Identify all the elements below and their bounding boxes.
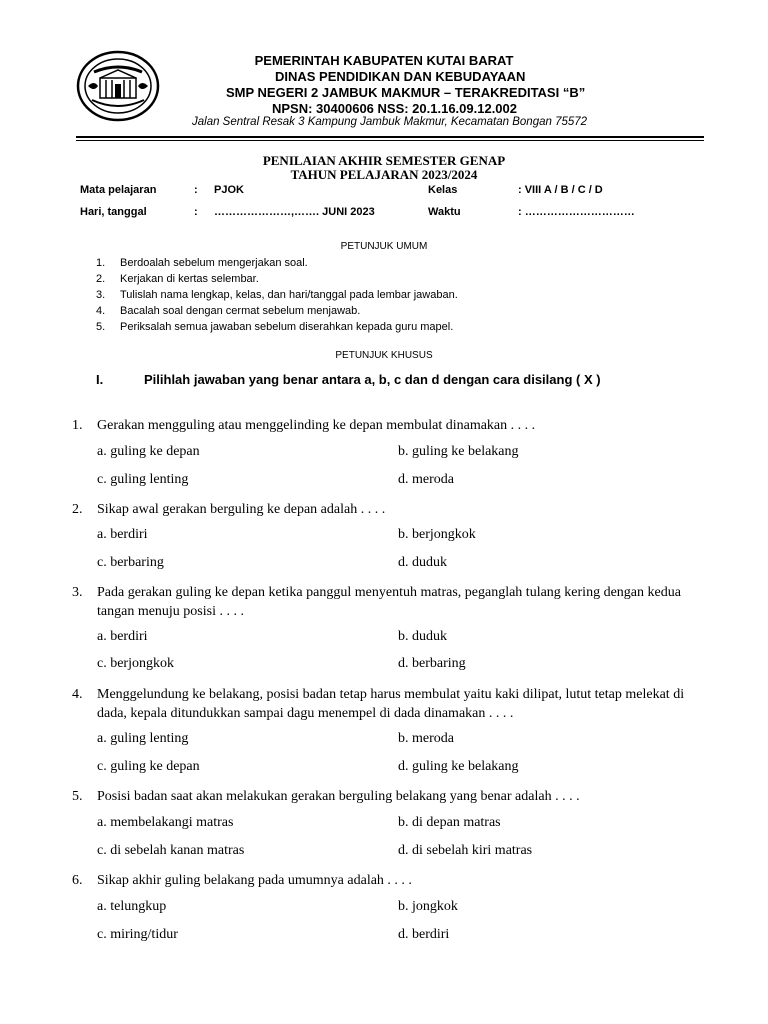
question-6 — [72, 871, 712, 890]
header-rule-thick — [76, 136, 704, 138]
specific-instructions-heading: PETUNJUK KHUSUS — [335, 350, 433, 361]
question-text: Sikap awal gerakan berguling ke depan adalah . . . . — [97, 502, 386, 517]
instruction-number: 3. — [96, 289, 106, 301]
class-label: Kelas — [428, 184, 458, 196]
question-1 — [72, 416, 712, 435]
section-instruction: Pilihlah jawaban yang benar antara a, b, c dan d dengan cara disilang ( X ) — [144, 372, 601, 387]
option-c: c. guling ke depan — [97, 759, 200, 774]
option-b: b. duduk — [398, 629, 447, 644]
option-a: a. berdiri — [97, 527, 148, 542]
class-value: : VIII A / B / C / D — [518, 184, 603, 196]
header-government: PEMERINTAH KABUPATEN KUTAI BARAT — [254, 53, 514, 68]
header-address: Jalan Sentral Resak 3 Kampung Jambuk Makmur, Kecamatan Bongan 75572 — [192, 116, 588, 128]
question-3 — [72, 583, 712, 621]
question-text: Gerakan mengguling atau menggelinding ke depan membulat dinamakan . . . . — [97, 418, 536, 433]
option-d: d. di sebelah kiri matras — [398, 843, 533, 858]
date-colon: : — [194, 206, 198, 218]
question-text: Posisi badan saat akan melakukan gerakan berguling belakang yang benar adalah . . . . — [97, 789, 580, 804]
option-a: a. berdiri — [97, 629, 148, 644]
option-a: a. telungkup — [97, 899, 167, 914]
question-number: 3. — [72, 585, 83, 600]
general-instructions-heading: PETUNJUK UMUM — [340, 241, 428, 252]
subject-label: Mata pelajaran — [80, 184, 157, 196]
time-value: : ………………………… — [518, 206, 635, 218]
option-a: a. membelakangi matras — [97, 815, 234, 830]
question-number: 1. — [72, 418, 83, 433]
question-text: Sikap akhir guling belakang pada umumnya adalah . . . . — [97, 873, 412, 888]
option-a: a. guling ke depan — [97, 444, 200, 459]
instruction-item — [96, 257, 308, 269]
header-department: DINAS PENDIDIKAN DAN KEBUDAYAAN — [275, 69, 526, 84]
question-text: Menggelundung ke belakang, posisi badan tetap harus membulat yaitu kaki dilipat, lutut tetap melekat di dada, kepala ditundukkan sampai dagu menempel di dada dinamakan . . . . — [97, 687, 685, 721]
instruction-text: Periksalah semua jawaban sebelum diserahkan kepada guru mapel. — [120, 321, 454, 333]
option-b: b. di depan matras — [398, 815, 501, 830]
question-number: 2. — [72, 502, 83, 517]
question-number: 4. — [72, 687, 83, 702]
option-c: c. berbaring — [97, 555, 164, 570]
instruction-text: Berdoalah sebelum mengerjakan soal. — [120, 257, 308, 269]
option-c: c. miring/tidur — [97, 927, 178, 942]
option-b: b. jongkok — [398, 899, 458, 914]
question-number: 6. — [72, 873, 83, 888]
instruction-text: Kerjakan di kertas selembar. — [120, 273, 259, 285]
instruction-item — [96, 321, 453, 333]
option-d: d. duduk — [398, 555, 447, 570]
option-a: a. guling lenting — [97, 731, 189, 746]
date-value: …………………,……. JUNI 2023 — [214, 206, 375, 218]
option-b: b. berjongkok — [398, 527, 476, 542]
option-d: d. berdiri — [398, 927, 450, 942]
header-npsn: NPSN: 30400606 NSS: 20.1.16.09.12.002 — [272, 101, 518, 116]
exam-year: TAHUN PELAJARAN 2023/2024 — [290, 167, 478, 182]
instruction-number: 4. — [96, 305, 106, 317]
instruction-text: Tulislah nama lengkap, kelas, dan hari/tanggal pada lembar jawaban. — [120, 289, 458, 301]
subject-value: PJOK — [214, 184, 244, 196]
instruction-item — [96, 289, 458, 301]
question-4 — [72, 685, 712, 723]
question-2 — [72, 500, 712, 519]
instruction-number: 2. — [96, 273, 106, 285]
option-d: d. meroda — [398, 472, 454, 487]
option-c: c. berjongkok — [97, 656, 174, 671]
question-5 — [72, 787, 712, 806]
instruction-item — [96, 305, 360, 317]
option-c: c. di sebelah kanan matras — [97, 843, 245, 858]
question-number: 5. — [72, 789, 83, 804]
option-c: c. guling lenting — [97, 472, 189, 487]
option-d: d. guling ke belakang — [398, 759, 519, 774]
option-b: b. meroda — [398, 731, 454, 746]
subject-colon: : — [194, 184, 198, 196]
header-school: SMP NEGERI 2 JAMBUK MAKMUR – TERAKREDITASI “B” — [226, 85, 586, 100]
question-text: Pada gerakan guling ke depan ketika panggul menyentuh matras, peganglah tulang kering dengan kedua tangan menuju posisi . . . . — [97, 585, 681, 619]
instruction-text: Bacalah soal dengan cermat sebelum menjawab. — [120, 305, 361, 317]
instruction-number: 1. — [96, 257, 106, 269]
date-label: Hari, tanggal — [80, 206, 147, 218]
section-number: I. — [96, 372, 104, 387]
exam-title: PENILAIAN AKHIR SEMESTER GENAP — [262, 153, 506, 168]
option-b: b. guling ke belakang — [398, 444, 519, 459]
header-rule-thin — [76, 140, 704, 141]
instruction-number: 5. — [96, 321, 106, 333]
option-d: d. berbaring — [398, 656, 466, 671]
instruction-item — [96, 273, 259, 285]
time-label: Waktu — [428, 206, 461, 218]
